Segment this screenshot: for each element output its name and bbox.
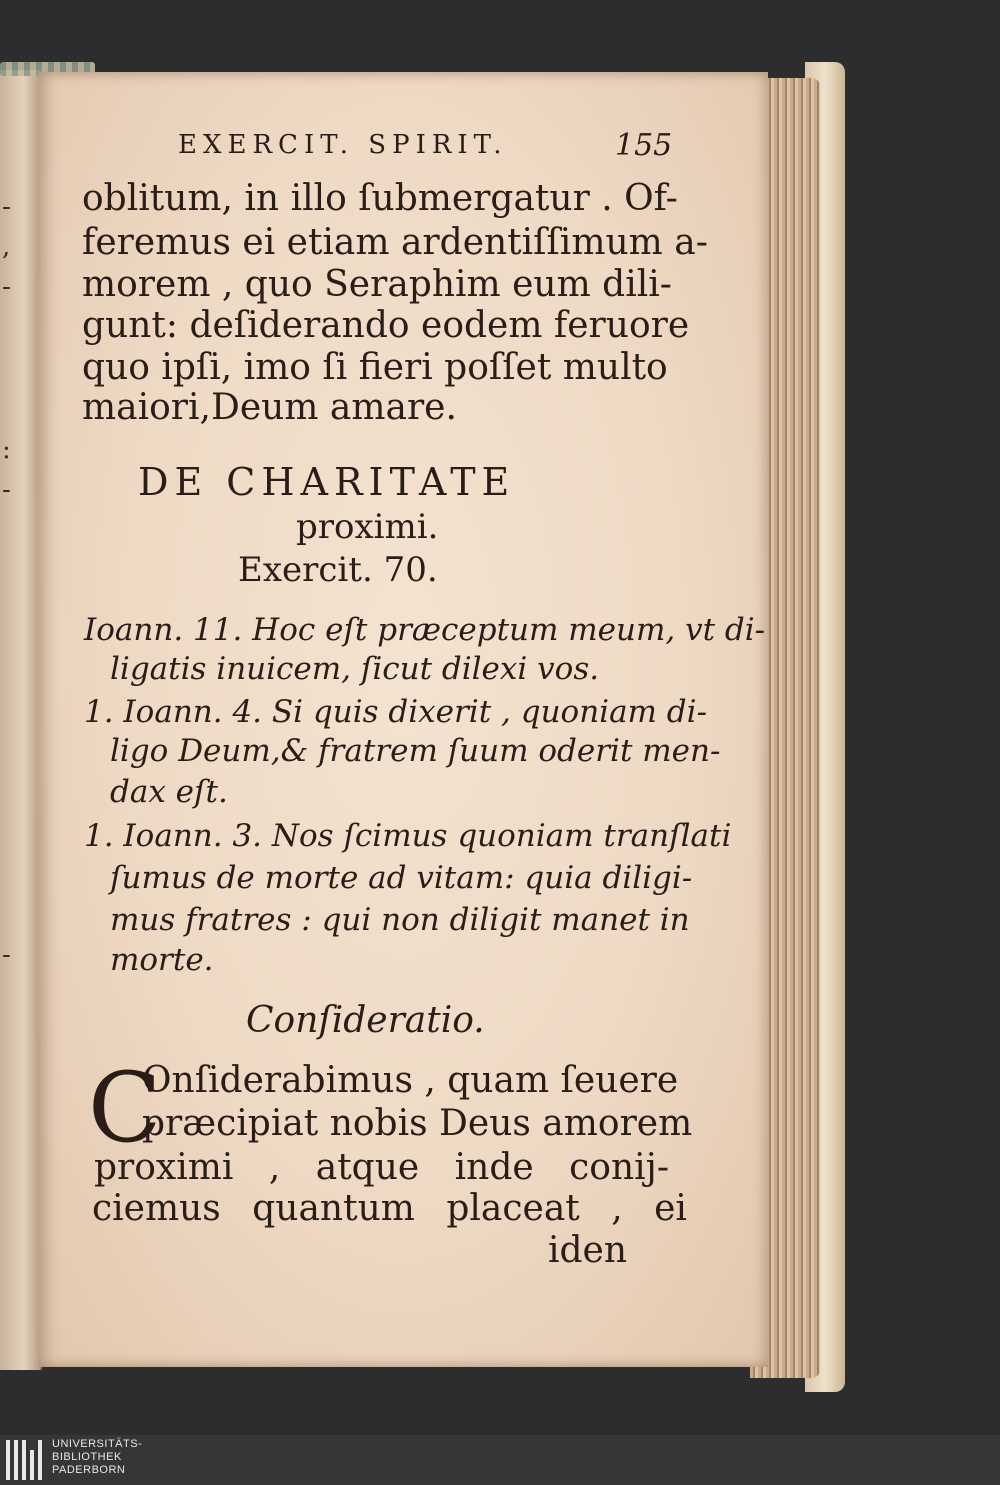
prev-page-fragment: - xyxy=(2,272,11,302)
body-line: maiori,Deum amare. xyxy=(82,387,457,428)
prev-page-fragment: - xyxy=(2,192,11,222)
logo-line: BIBLIOTHEK xyxy=(52,1451,122,1463)
citation-line: 1. Ioann. 4. Si quis dixerit , quoniam di- xyxy=(84,694,708,730)
citation-line: 1. Ioann. 3. Nos ſcimus quoniam tranſlati xyxy=(84,818,732,854)
prev-page-fragment: , xyxy=(2,232,11,262)
footer-bar xyxy=(0,1435,1000,1485)
body-line: gunt: deſiderando eodem feruore xyxy=(82,305,690,346)
citation-line: ligatis inuicem, ſicut dilexi vos. xyxy=(110,651,600,687)
logo-line: PADERBORN xyxy=(52,1464,126,1476)
running-head: EXERCIT. SPIRIT. xyxy=(178,130,508,160)
body-line: præcipiat nobis Deus amorem xyxy=(142,1103,693,1144)
citation-line: mus fratres : qui non diligit manet in xyxy=(110,902,690,938)
body-line: morem , quo Seraphim eum dili- xyxy=(82,264,672,305)
body-line: Onſiderabimus , quam ſeuere xyxy=(142,1060,679,1101)
library-logo-icon xyxy=(6,1440,46,1480)
prev-page-fragment: - xyxy=(2,940,11,970)
citation-line: ligo Deum,& fratrem ſuum oderit men- xyxy=(110,733,721,769)
citation-line: morte. xyxy=(110,942,214,978)
library-logo-text xyxy=(52,1438,142,1477)
logo-line: UNIVERSITÄTS- xyxy=(52,1438,143,1450)
body-line: feremus ei etiam ardentiſſimum a- xyxy=(82,222,708,263)
page-number: 155 xyxy=(615,128,673,163)
prev-page-fragment: - xyxy=(2,475,11,505)
body-line: oblitum, in illo ſubmergatur . Of- xyxy=(82,178,678,219)
previous-page-edge xyxy=(0,70,42,1370)
citation-line: ſumus de morte ad vitam: quia diligi- xyxy=(110,860,693,896)
section-title: DE CHARITATE xyxy=(138,460,516,504)
prev-page-fragment: : xyxy=(2,435,11,465)
exercise-label: Exercit. 70. xyxy=(238,550,438,590)
catchword: iden xyxy=(548,1230,628,1271)
body-line: proximi , atque inde conij- xyxy=(94,1147,669,1188)
citation-line: dax eſt. xyxy=(110,774,228,810)
section-subtitle: proximi. xyxy=(296,507,439,547)
body-line: ciemus quantum placeat , ei xyxy=(92,1188,687,1229)
body-line: quo ipſi, imo ſi fieri poſſet multo xyxy=(82,347,668,388)
citation-line: Ioann. 11. Hoc eſt præceptum meum, vt di- xyxy=(84,612,766,648)
consideratio-heading: Conſideratio. xyxy=(246,1000,485,1041)
drop-cap: C xyxy=(88,1052,162,1164)
